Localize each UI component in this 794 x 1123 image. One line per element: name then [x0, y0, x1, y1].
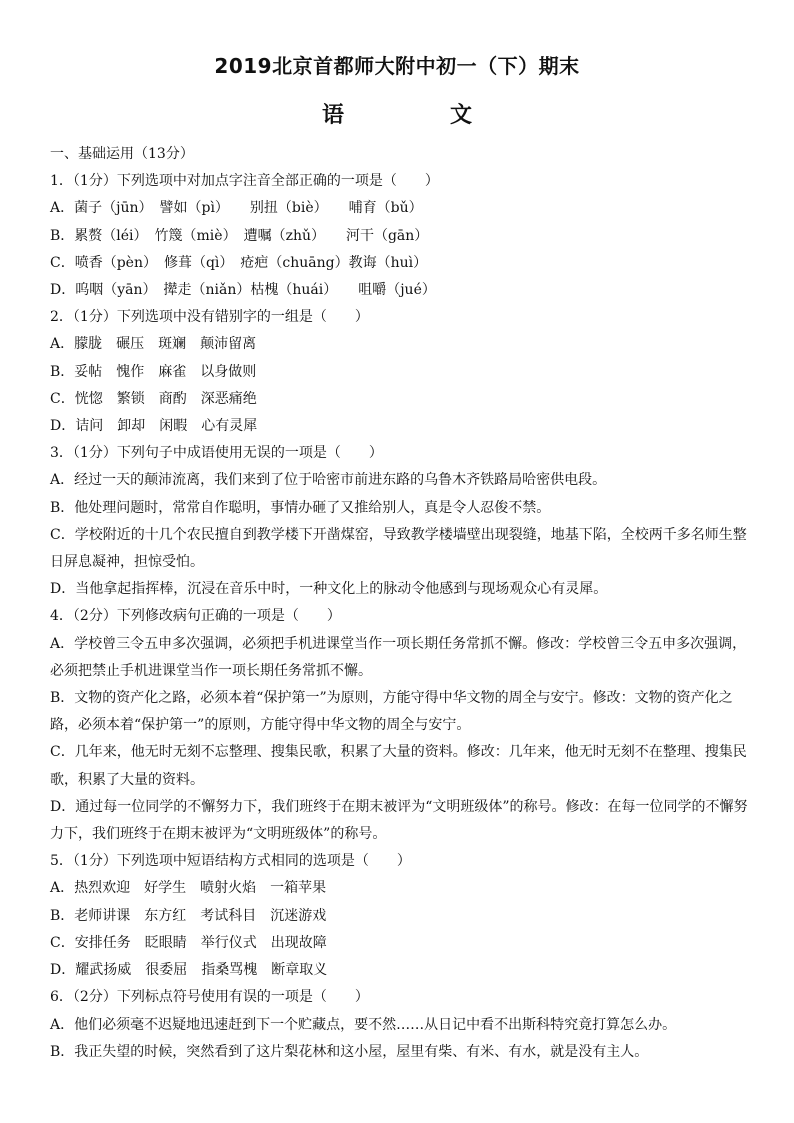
page-title: 2019北京首都师大附中初一（下）期末 [214, 54, 580, 78]
q2-option-c: C．恍惚 繁锁 商酌 深恶痛绝 [50, 390, 257, 407]
q4-option-d: D．通过每一位同学的不懈努力下，我们班终于在期末被评为“文明班级体”的称号。修改：在每一位同学的不懈努 [50, 798, 748, 815]
q4-option-c: C．几年来，他无时无刻不忘整理、搜集民歌，积累了大量的资料。修改：几年来，他无时无刻不在整理、搜集民 [50, 744, 747, 761]
q2-option-d: D．诘问 卸却 闲暇 心有灵犀 [50, 418, 258, 435]
q1-option-a: A．菌子（jūn） 譬如（pì） 别扭（biè） 哺育（bǔ） [50, 200, 423, 217]
q2-option-a: A．朦胧 碾压 斑斓 颠沛留离 [50, 336, 257, 353]
q4-option-d-cont: 力下，我们班终于在期末被评为“文明班级体”的称号。 [50, 826, 387, 843]
q4-option-b-cont: 路，必须本着“保护第一”的原则，方能守得中华文物的周全与安宁。 [50, 717, 471, 734]
q6-option-b: B．我正失望的时候，突然看到了这片梨花林和这小屋，屋里有柴、有米、有水，就是没有主人。 [50, 1043, 649, 1060]
q3-option-a: A．经过一天的颠沛流离，我们来到了位于哈密市前进东路的乌鲁木齐铁路局哈密供电段。 [50, 472, 607, 489]
question-4: 4．（2分）下列修改病句正确的一项是（ ） [50, 608, 341, 625]
q4-option-a: A．学校曾三令五申多次强调，必须把手机进课堂当作一项长期任务常抓不懈。修改：学校曾三令五申多次强调， [50, 635, 747, 652]
q3-option-b: B．他处理问题时，常常自作聪明，事情办砸了又推给别人，真是令人忍俊不禁。 [50, 499, 551, 516]
question-1: 1．（1分）下列选项中对加点字注音全部正确的一项是（ ） [50, 173, 439, 190]
q2-option-b: B．妥帖 愧作 麻雀 以身做则 [50, 363, 257, 380]
q5-option-b: B．老师讲课 东方红 考试科目 沉迷游戏 [50, 907, 327, 924]
q5-option-a: A．热烈欢迎 好学生 喷射火焰 一箱苹果 [50, 880, 327, 897]
document-body [50, 141, 750, 1066]
q1-option-d: D．呜咽（yān） 撵走（niǎn）枯槐（huái） 咀嚼（jué） [50, 282, 436, 299]
q3-option-d: D．当他拿起指挥棒，沉浸在音乐中时，一种文化上的脉动令他感到与现场观众心有灵犀。 [50, 581, 608, 598]
question-3: 3．（1分）下列句子中成语使用无误的一项是（ ） [50, 445, 383, 462]
q5-option-d: D．耀武扬威 很委屈 指桑骂槐 断章取义 [50, 962, 328, 979]
q4-option-a-cont: 必须把禁止手机进课堂当作一项长期任务常抓不懈。 [50, 662, 372, 679]
q1-option-b: B．累赘（léi） 竹篾（miè） 遭嘱（zhǔ） 河干（gān） [50, 227, 429, 244]
question-2: 2．（1分）下列选项中没有错别字的一组是（ ） [50, 309, 369, 326]
q5-option-c: C．安排任务 眨眼睛 举行仪式 出现故障 [50, 934, 327, 951]
q6-option-a: A．他们必须毫不迟疑地迅速赶到下一个贮藏点，要不然……从日记中看不出斯科特究竟打算怎么办。 [50, 1016, 677, 1033]
q4-option-b: B．文物的资产化之路，必须本着“保护第一”为原则，方能守得中华文物的周全与安宁。修改：文物的资产化之 [50, 690, 733, 707]
question-5: 5．（1分）下列选项中短语结构方式相同的选项是（ ） [50, 853, 411, 870]
q1-option-c: C．喷香（pèn） 修葺（qì） 疮疤（chuāng）教诲（huì） [50, 254, 428, 271]
section-heading: 一、基础运用（13分） [50, 146, 194, 162]
subject-heading: 语 文 [321, 102, 514, 128]
question-6: 6．（2分）下列标点符号使用有误的一项是（ ） [50, 989, 369, 1006]
q3-option-c-cont: 日屏息凝神，担惊受怕。 [50, 554, 204, 571]
q3-option-c: C．学校附近的十几个农民擅自到教学楼下开凿煤窑，导致教学楼墙壁出现裂缝，地基下陷，全校两千多名师生整 [50, 526, 747, 543]
q4-option-c-cont: 歌，积累了大量的资料。 [50, 771, 204, 788]
